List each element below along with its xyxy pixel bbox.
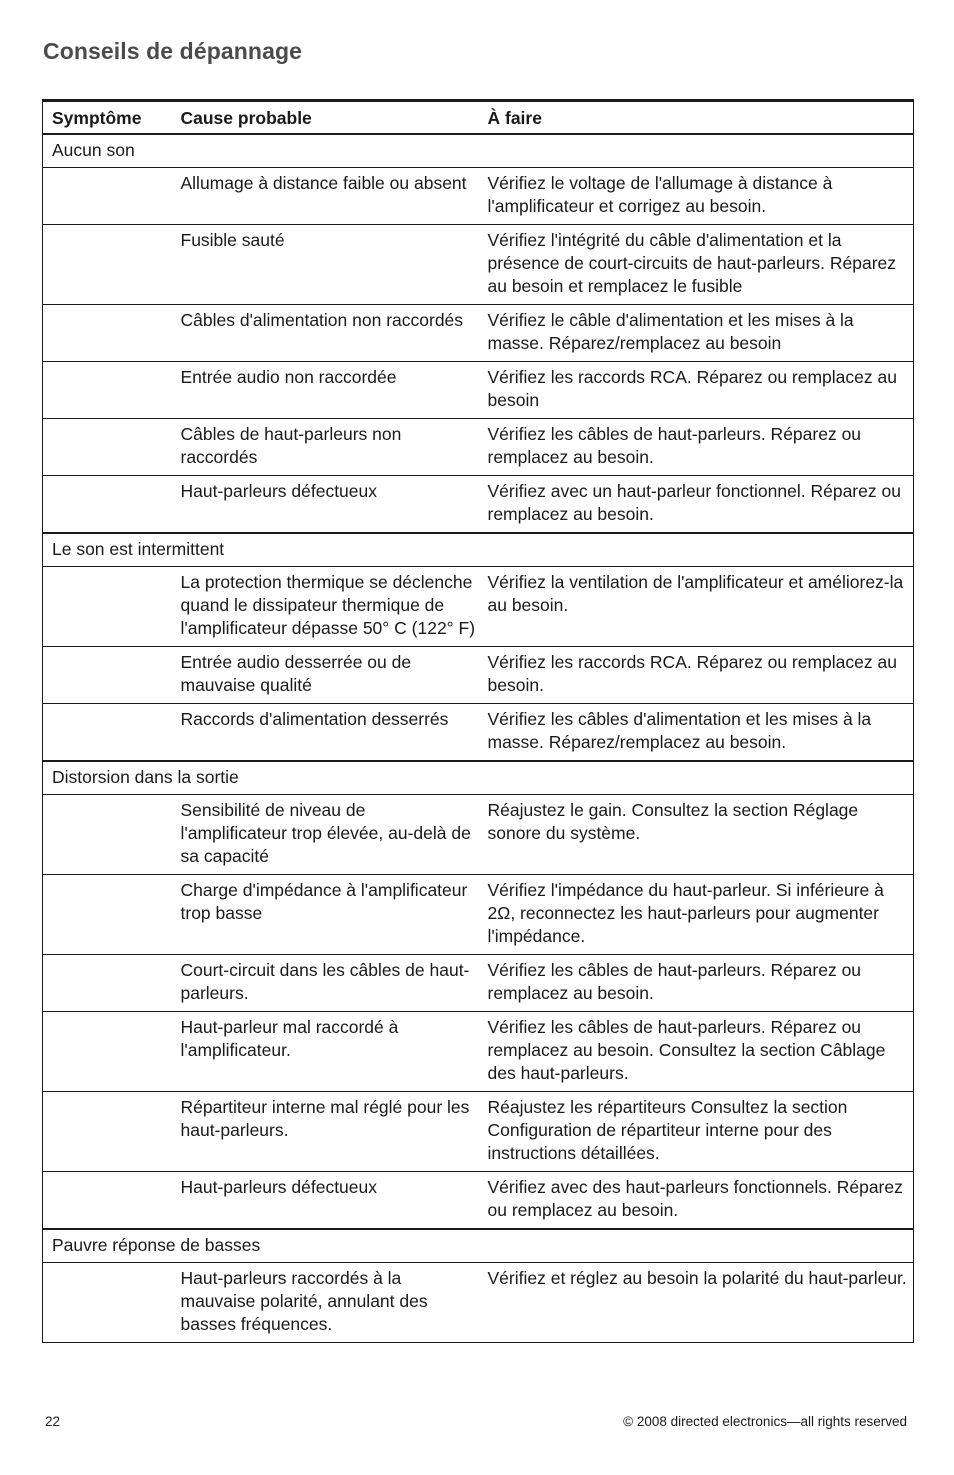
symptom-label: Aucun son xyxy=(43,134,914,168)
symptom-label: Le son est intermittent xyxy=(43,533,914,567)
cause-cell: Raccords d'alimentation desserrés xyxy=(172,703,483,761)
empty-symptom-cell xyxy=(43,874,172,954)
troubleshooting-table xyxy=(42,99,914,1343)
table-body xyxy=(43,134,914,1343)
action-cell: Vérifiez avec un haut-parleur fonctionnel. Réparez ou remplacez au besoin. xyxy=(483,475,914,533)
cause-cell: Entrée audio non raccordée xyxy=(172,361,483,418)
symptom-row xyxy=(43,134,914,168)
table-row xyxy=(43,167,914,224)
empty-symptom-cell xyxy=(43,646,172,703)
cause-cell: Court-circuit dans les câbles de haut-parleurs. xyxy=(172,954,483,1011)
empty-symptom-cell xyxy=(43,167,172,224)
empty-symptom-cell xyxy=(43,1262,172,1342)
cause-cell: Sensibilité de niveau de l'amplificateur trop élevée, au-delà de sa capacité xyxy=(172,794,483,874)
action-cell: Vérifiez avec des haut-parleurs fonctionnels. Réparez ou remplacez au besoin. xyxy=(483,1171,914,1229)
table-header-row xyxy=(43,101,914,134)
table-row xyxy=(43,646,914,703)
empty-symptom-cell xyxy=(43,703,172,761)
table-row xyxy=(43,1262,914,1342)
symptom-row xyxy=(43,1229,914,1263)
table-row xyxy=(43,1011,914,1091)
empty-symptom-cell xyxy=(43,224,172,304)
action-cell: Vérifiez les câbles de haut-parleurs. Réparez ou remplacez au besoin. Consultez la section Câblage des haut-parleurs. xyxy=(483,1011,914,1091)
table-row xyxy=(43,361,914,418)
table-row xyxy=(43,304,914,361)
empty-symptom-cell xyxy=(43,566,172,646)
symptom-row xyxy=(43,761,914,795)
table-row xyxy=(43,1091,914,1171)
empty-symptom-cell xyxy=(43,954,172,1011)
table-row xyxy=(43,566,914,646)
action-cell: Vérifiez les raccords RCA. Réparez ou remplacez au besoin. xyxy=(483,646,914,703)
action-cell: Vérifiez les raccords RCA. Réparez ou remplacez au besoin xyxy=(483,361,914,418)
action-cell: Vérifiez les câbles de haut-parleurs. Réparez ou remplacez au besoin. xyxy=(483,418,914,475)
action-cell: Vérifiez l'intégrité du câble d'alimentation et la présence de court-circuits de haut-parleurs. Réparez au besoin et remplacez le fusible xyxy=(483,224,914,304)
action-cell: Vérifiez la ventilation de l'amplificateur et améliorez-la au besoin. xyxy=(483,566,914,646)
header-action: À faire xyxy=(483,101,914,134)
action-cell: Vérifiez les câbles d'alimentation et les mises à la masse. Réparez/remplacez au besoin. xyxy=(483,703,914,761)
cause-cell: Haut-parleurs défectueux xyxy=(172,1171,483,1229)
table-row xyxy=(43,703,914,761)
cause-cell: Câbles de haut-parleurs non raccordés xyxy=(172,418,483,475)
header-symptom: Symptôme xyxy=(43,101,172,134)
page-number: 22 xyxy=(45,1414,61,1429)
action-cell: Vérifiez les câbles de haut-parleurs. Réparez ou remplacez au besoin. xyxy=(483,954,914,1011)
empty-symptom-cell xyxy=(43,1091,172,1171)
copyright-notice: © 2008 directed electronics—all rights reserved xyxy=(623,1414,907,1429)
table-row xyxy=(43,224,914,304)
cause-cell: Haut-parleurs défectueux xyxy=(172,475,483,533)
table-row xyxy=(43,874,914,954)
action-cell: Vérifiez le câble d'alimentation et les mises à la masse. Réparez/remplacez au besoin xyxy=(483,304,914,361)
cause-cell: Fusible sauté xyxy=(172,224,483,304)
cause-cell: Haut-parleur mal raccordé à l'amplificateur. xyxy=(172,1011,483,1091)
table-row xyxy=(43,1171,914,1229)
table-row xyxy=(43,954,914,1011)
empty-symptom-cell xyxy=(43,1171,172,1229)
cause-cell: Haut-parleurs raccordés à la mauvaise polarité, annulant des basses fréquences. xyxy=(172,1262,483,1342)
empty-symptom-cell xyxy=(43,475,172,533)
empty-symptom-cell xyxy=(43,361,172,418)
cause-cell: Allumage à distance faible ou absent xyxy=(172,167,483,224)
action-cell: Vérifiez et réglez au besoin la polarité du haut-parleur. xyxy=(483,1262,914,1342)
table-row xyxy=(43,418,914,475)
empty-symptom-cell xyxy=(43,304,172,361)
action-cell: Vérifiez le voltage de l'allumage à distance à l'amplificateur et corrigez au besoin. xyxy=(483,167,914,224)
action-cell: Réajustez le gain. Consultez la section Réglage sonore du système. xyxy=(483,794,914,874)
cause-cell: Câbles d'alimentation non raccordés xyxy=(172,304,483,361)
empty-symptom-cell xyxy=(43,418,172,475)
table-row xyxy=(43,794,914,874)
page-title: Conseils de dépannage xyxy=(43,38,302,64)
symptom-label: Pauvre réponse de basses xyxy=(43,1229,914,1263)
cause-cell: Répartiteur interne mal réglé pour les haut-parleurs. xyxy=(172,1091,483,1171)
empty-symptom-cell xyxy=(43,1011,172,1091)
symptom-row xyxy=(43,533,914,567)
action-cell: Vérifiez l'impédance du haut-parleur. Si inférieure à 2Ω, reconnectez les haut-parleurs pour augmenter l'impédance. xyxy=(483,874,914,954)
header-cause: Cause probable xyxy=(172,101,483,134)
cause-cell: Entrée audio desserrée ou de mauvaise qualité xyxy=(172,646,483,703)
empty-symptom-cell xyxy=(43,794,172,874)
action-cell: Réajustez les répartiteurs Consultez la section Configuration de répartiteur interne pour des instructions détaillées. xyxy=(483,1091,914,1171)
cause-cell: Charge d'impédance à l'amplificateur trop basse xyxy=(172,874,483,954)
table-row xyxy=(43,475,914,533)
cause-cell: La protection thermique se déclenche quand le dissipateur thermique de l'amplificateur dépasse 50° C (122° F) xyxy=(172,566,483,646)
symptom-label: Distorsion dans la sortie xyxy=(43,761,914,795)
